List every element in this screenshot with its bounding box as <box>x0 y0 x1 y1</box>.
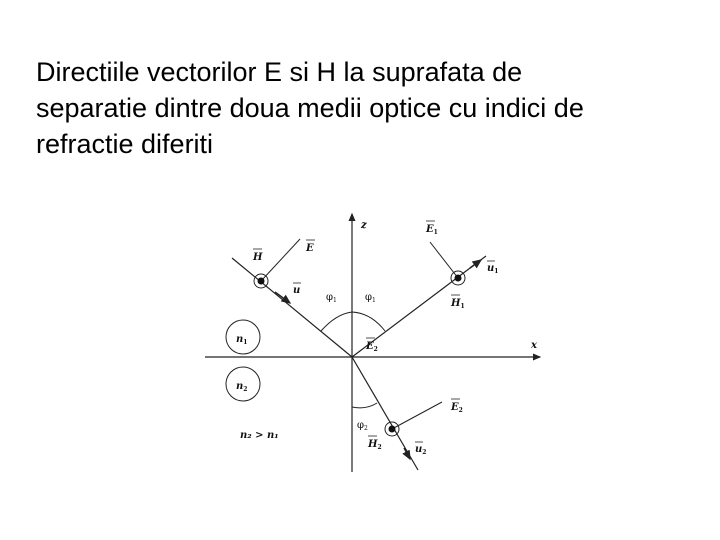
angle-refraction-arc <box>352 403 377 408</box>
refracted-E-label: $E_2$ <box>451 402 463 414</box>
title-line-2: separatie dintre doua medii optice cu indici de <box>36 93 584 123</box>
angle-incidence-label: $\varphi_1$ <box>326 292 337 304</box>
incident-u-label: u <box>293 285 301 296</box>
incident-H-label: H <box>253 252 263 263</box>
x-axis-label: x <box>531 340 537 351</box>
slide-title <box>36 54 706 162</box>
angle-reflection-label: $\varphi_1$ <box>365 292 376 304</box>
incident-H-dot <box>258 278 265 285</box>
incident-ray <box>232 258 352 357</box>
incident-u-arrow <box>275 292 290 303</box>
reflected-E-label: $E_1$ <box>426 224 438 236</box>
refracted-E-vector <box>392 402 442 429</box>
medium-2-label: $n_2$ <box>236 381 248 393</box>
refracted-H-label: $H_2$ <box>368 439 382 451</box>
refracted-u-label: $u_2$ <box>415 444 427 456</box>
title-line-3: refractie diferiti <box>36 129 214 159</box>
angle-incidence-arc <box>321 312 352 331</box>
incident-E-label: E <box>306 243 314 254</box>
title-line-1: Directiile vectorilor E si H la suprafata de <box>36 57 523 87</box>
refracted-u-arrow <box>404 448 410 459</box>
reflected-u-arrow <box>470 260 481 268</box>
incident-E-vector <box>262 239 300 280</box>
reflected-H-label: $H_1$ <box>451 298 465 310</box>
angle-refraction-label: $\varphi_2$ <box>357 420 368 432</box>
refracted-ray <box>352 357 418 470</box>
reflected-u-label: $u_1$ <box>487 263 499 275</box>
z-axis-label: z <box>361 220 367 231</box>
medium-1-label: $n_1$ <box>236 334 248 346</box>
index-relation: n₂ > n₁ <box>240 430 279 441</box>
angle-reflection-arc <box>352 312 385 331</box>
refracted-H-dot <box>389 426 396 433</box>
interface-E-label: $E_2$ <box>366 341 378 353</box>
reflected-H-dot <box>455 275 462 282</box>
refraction-diagram <box>195 205 565 480</box>
